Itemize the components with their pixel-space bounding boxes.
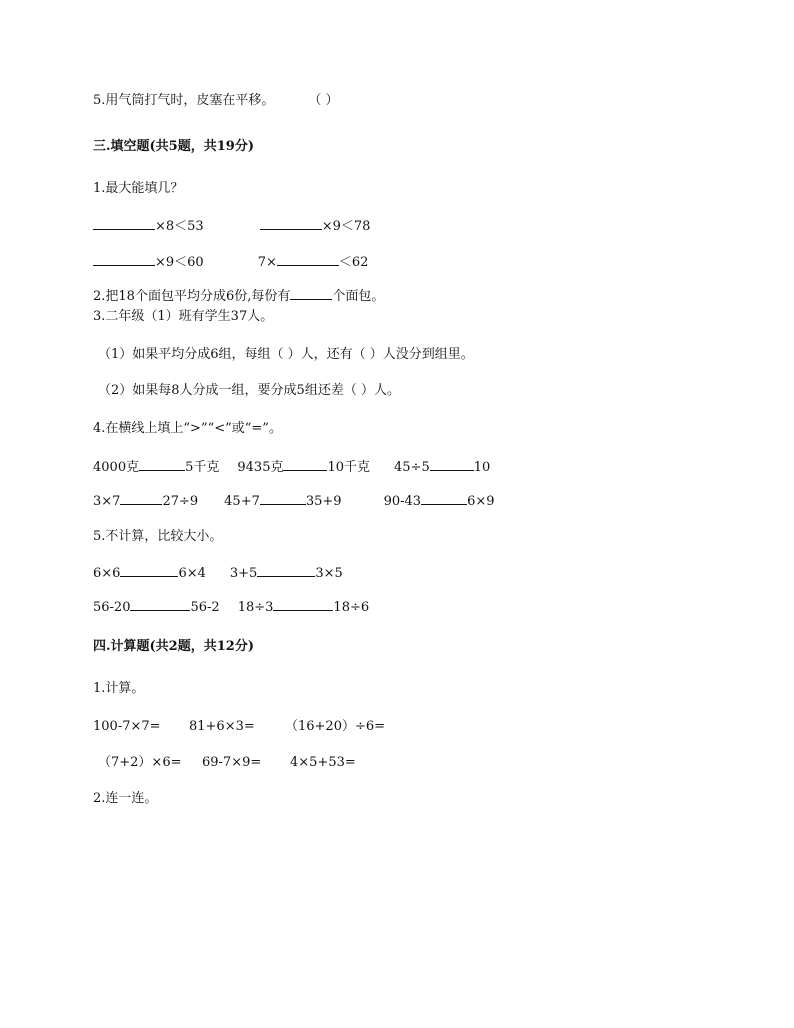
q1-row-1: [93, 217, 370, 236]
compare-right: 10千克: [327, 460, 371, 475]
answer-blank[interactable]: [93, 253, 155, 266]
connect-title: 2.连一连。: [93, 791, 158, 806]
answer-blank[interactable]: [139, 458, 185, 471]
compare-right: 18÷6: [333, 600, 370, 615]
calc-expression: 81+6×3=: [189, 719, 255, 734]
judge-question-text: 5.用气筒打气时，皮塞在平移。: [93, 93, 275, 108]
compare-left: 3×7: [93, 494, 121, 509]
answer-blank[interactable]: [260, 217, 322, 230]
q5-row-1: [93, 564, 343, 583]
answer-blank[interactable]: [93, 217, 155, 230]
answer-blank[interactable]: [130, 598, 190, 611]
calc-title: 1.计算。: [93, 681, 145, 696]
compare-right: 35+9: [305, 494, 342, 509]
answer-parentheses: （ ）: [308, 93, 339, 108]
q5-row-2: [93, 598, 369, 617]
answer-blank[interactable]: [120, 492, 162, 505]
q2: [93, 287, 384, 306]
compare-right: 5千克: [185, 460, 220, 475]
compare-right: 6×4: [178, 566, 206, 581]
calc-expression: （7+2）×6=: [98, 755, 182, 770]
q2-text-end: 个面包。: [332, 289, 385, 304]
compare-left: 6×6: [93, 566, 121, 581]
q1-title: 1.最大能填几？: [93, 181, 184, 196]
answer-blank[interactable]: [257, 564, 315, 577]
answer-blank[interactable]: [277, 253, 339, 266]
compare-right: 27÷9: [162, 494, 199, 509]
compare-left: 4000克: [93, 460, 140, 475]
answer-blank[interactable]: [283, 458, 327, 471]
compare-left: 9435克: [237, 460, 284, 475]
q4-title: 4.在横线上填上“>”“<”或“=”。: [93, 421, 282, 436]
q3-sub-1: （1）如果平均分成6组，每组（ ）人，还有（ ）人没分到组里。: [98, 347, 474, 362]
answer-blank[interactable]: [290, 287, 332, 300]
section-title-calculation: 四.计算题(共2题，共12分): [93, 639, 254, 654]
q3-title: 3.二年级（1）班有学生37人。: [93, 309, 274, 324]
expression: ×8＜53: [155, 219, 204, 234]
expression: ＜62: [338, 255, 369, 270]
compare-left: 3+5: [229, 566, 258, 581]
q2-text: 2.把18个面包平均分成6份,每份有: [93, 289, 291, 304]
compare-right: 56-2: [190, 600, 220, 615]
answer-blank[interactable]: [260, 492, 306, 505]
q4-row-2: [93, 492, 495, 511]
compare-left: 45+7: [224, 494, 260, 509]
q4-row-1: [93, 458, 490, 477]
expression: ×9＜78: [321, 219, 371, 234]
q3-sub-2: （2）如果每8人分成一组，要分成5组还差（ ）人。: [98, 383, 400, 398]
answer-blank[interactable]: [120, 564, 178, 577]
compare-right: 10: [473, 460, 491, 475]
calc-expression: 4×5+53=: [290, 755, 356, 770]
judge-question-5: [93, 92, 339, 110]
expression: 7×: [257, 255, 277, 270]
section-title-fill-in: 三.填空题(共5题，共19分): [93, 139, 254, 154]
calc-row-1: [93, 718, 385, 736]
compare-left: 45÷5: [394, 460, 430, 475]
q5-title: 5.不计算，比较大小。: [93, 529, 223, 544]
calc-expression: 100-7×7=: [93, 719, 161, 734]
calc-expression: （16+20）÷6=: [285, 719, 386, 734]
compare-left: 90-43: [383, 494, 422, 509]
answer-blank[interactable]: [421, 492, 467, 505]
calc-expression: 69-7×9=: [202, 755, 262, 770]
answer-blank[interactable]: [430, 458, 474, 471]
compare-right: 6×9: [467, 494, 495, 509]
compare-right: 3×5: [315, 566, 343, 581]
compare-left: 56-20: [93, 600, 131, 615]
calc-row-2: [98, 754, 356, 772]
answer-blank[interactable]: [273, 598, 333, 611]
expression: ×9＜60: [155, 255, 204, 270]
q1-row-2: [93, 253, 368, 272]
compare-left: 18÷3: [237, 600, 274, 615]
